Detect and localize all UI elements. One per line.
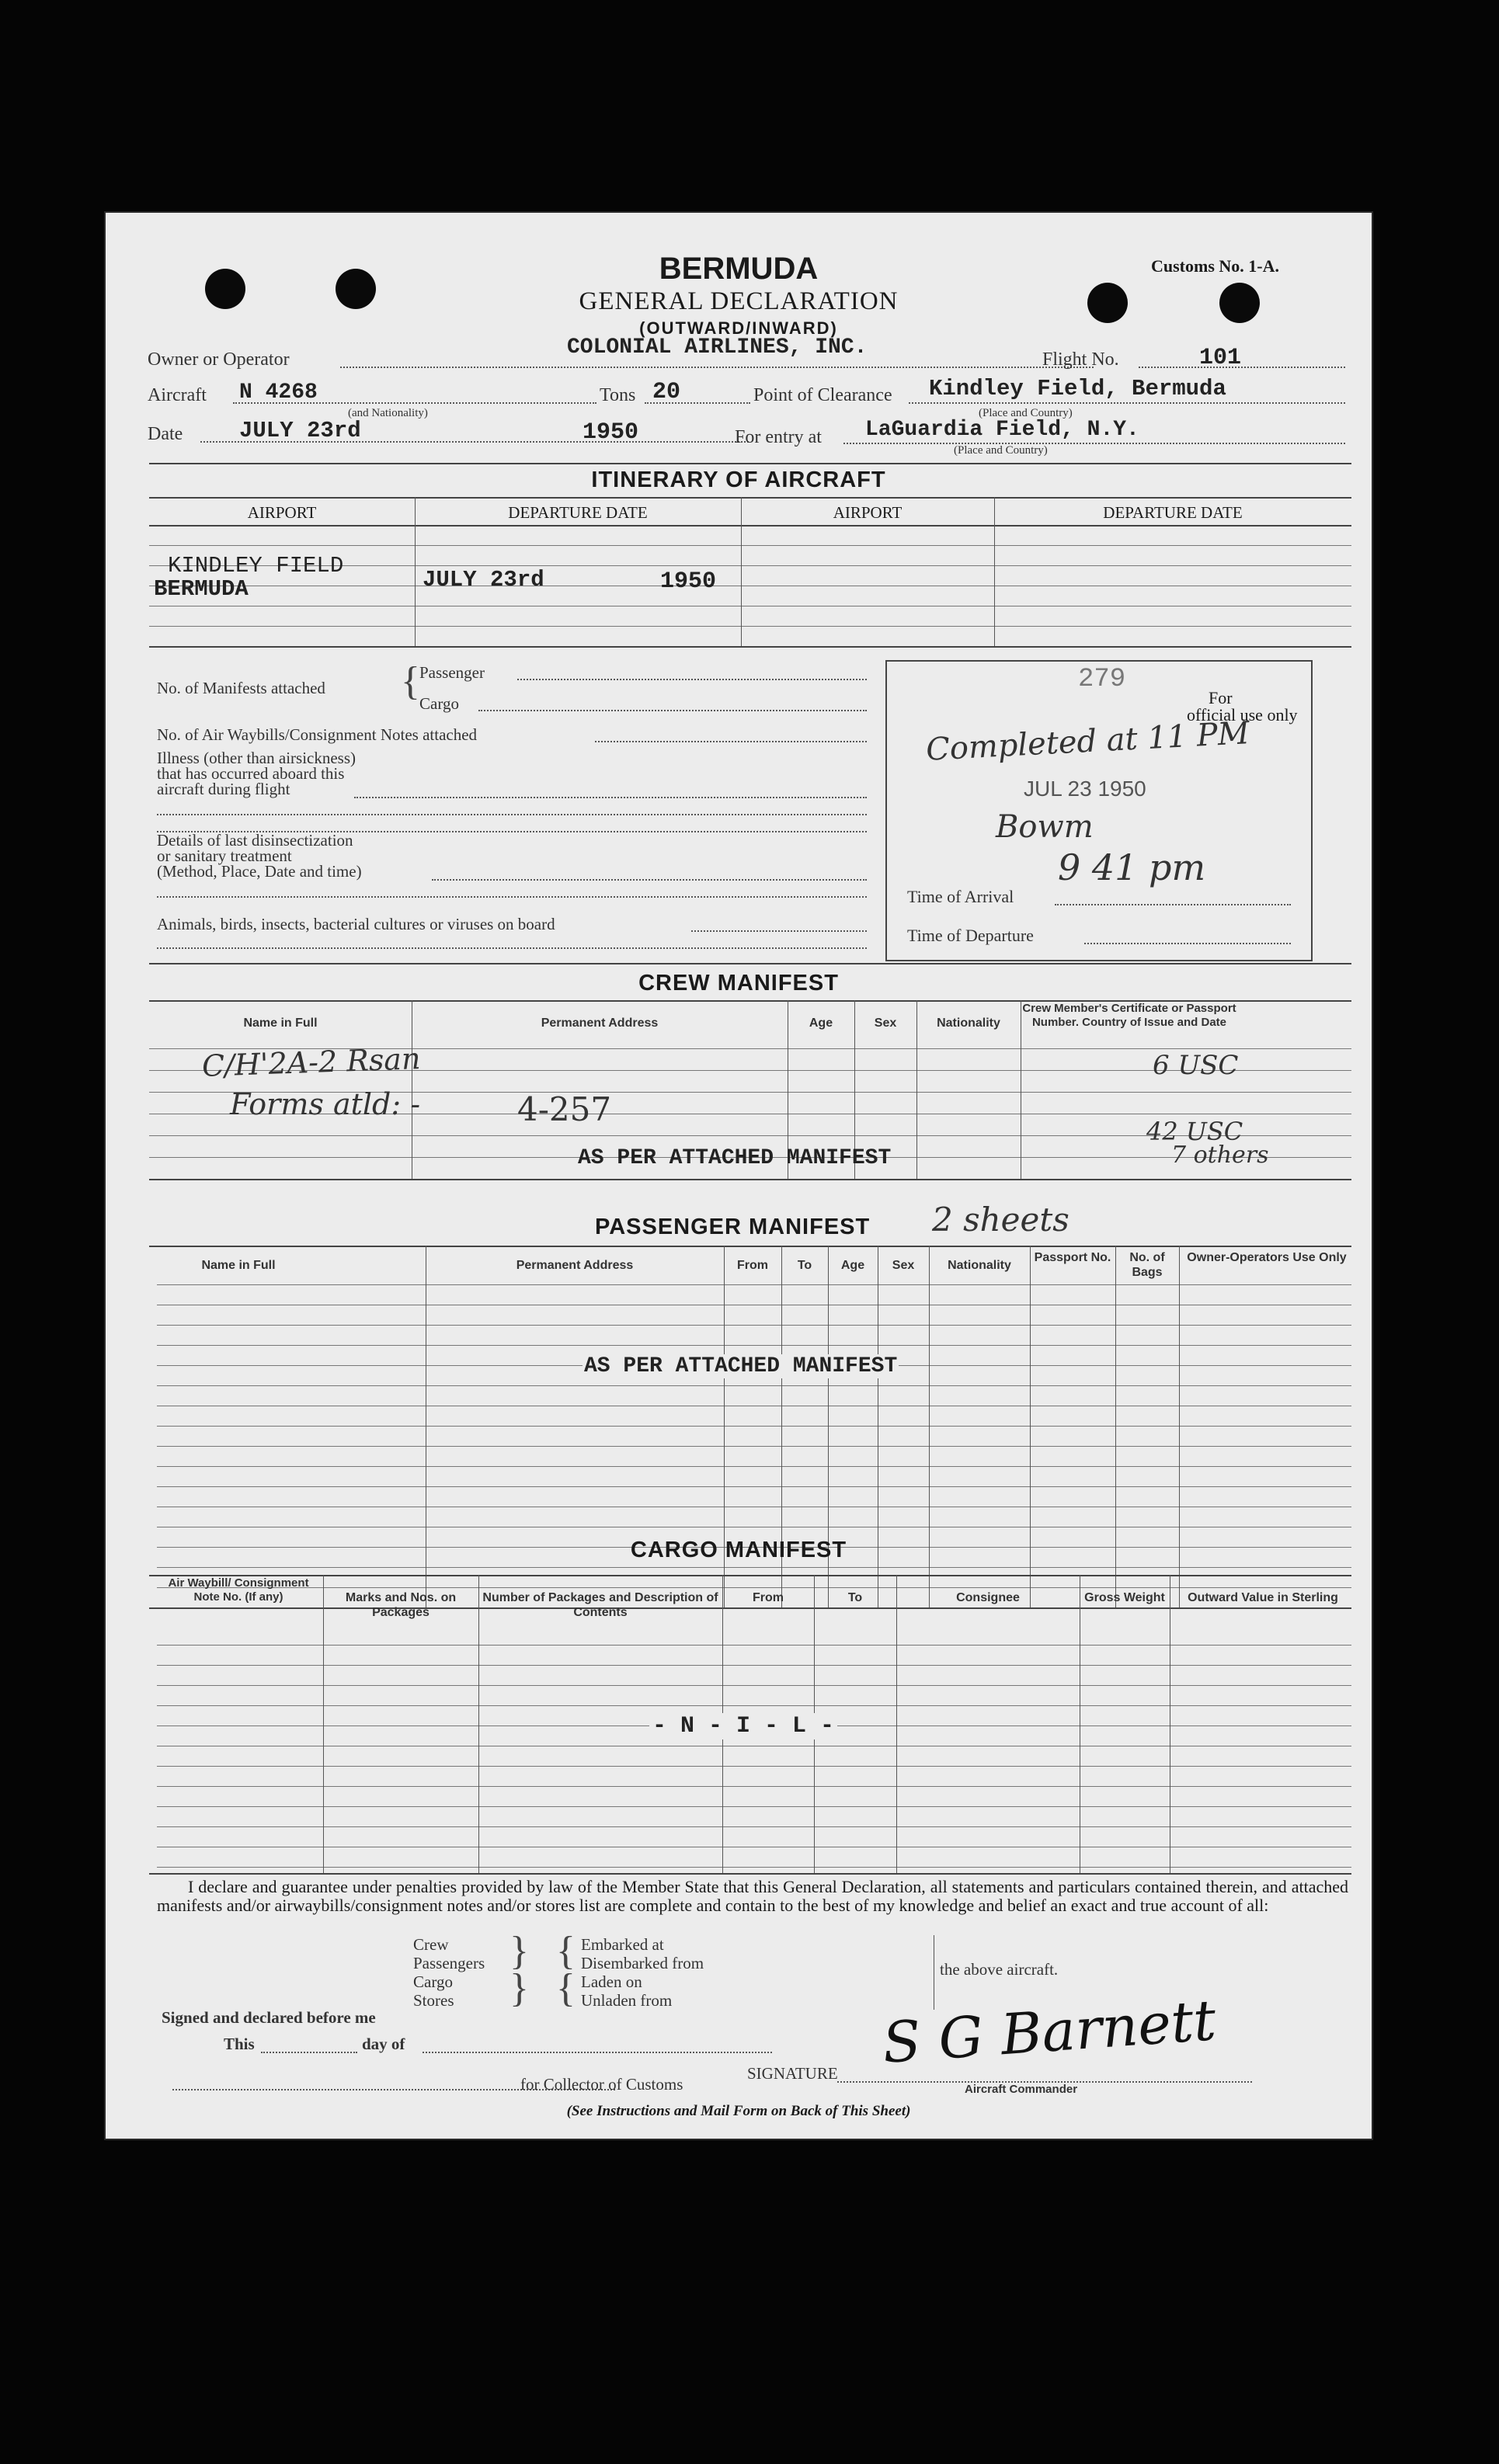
itinerary-col-departure-2: DEPARTURE DATE	[1103, 503, 1243, 522]
animals-label: Animals, birds, insects, bacterial cultures or viruses on board	[157, 915, 555, 933]
decl-laden: Laden on	[581, 1972, 642, 1991]
waybills-label: No. of Air Waybills/Consignment Notes attached	[157, 725, 478, 744]
cargo-col-packages: Number of Packages and Description of Contents	[482, 1591, 718, 1619]
pax-col-address: Permanent Address	[516, 1259, 634, 1272]
clearance-value: Kindley Field, Bermuda	[929, 376, 1226, 401]
aircraft-label: Aircraft	[148, 385, 207, 405]
crew-col-sex: Sex	[874, 1017, 897, 1030]
decl-collector: for Collector of Customs	[520, 2075, 683, 2094]
date-label: Date	[148, 424, 183, 444]
decl-disembarked: Disembarked from	[581, 1954, 704, 1972]
disinsect-label-3: (Method, Place, Date and time)	[157, 862, 362, 881]
year-value: 1950	[583, 419, 639, 446]
decl-signed: Signed and declared before me	[162, 2008, 376, 2027]
pax-col-bags: No. of Bags	[1129, 1251, 1165, 1279]
itinerary-col-airport-1: AIRPORT	[247, 503, 317, 522]
commander-label: Aircraft Commander	[965, 2083, 1078, 2096]
decl-embarked: Embarked at	[581, 1935, 664, 1954]
tons-label: Tons	[600, 385, 636, 405]
crew-per-manifest: AS PER ATTACHED MANIFEST	[578, 1146, 892, 1170]
crew-cert-2: 42 USC	[1146, 1117, 1243, 1146]
footer-note: (See Instructions and Mail Form on Back of This Sheet)	[566, 2103, 911, 2119]
pax-col-age: Age	[840, 1259, 865, 1272]
pax-col-nationality: Nationality	[948, 1259, 1011, 1272]
cargo-nil: - N - I - L -	[649, 1713, 837, 1739]
pax-col-from: From	[737, 1259, 768, 1272]
illness-label-1: Illness (other than airsickness)	[157, 749, 356, 767]
pax-col-name: Name in Full	[201, 1259, 276, 1272]
declaration-form: BERMUDA GENERAL DECLARATION (OUTWARD/INWARD) Customs No. 1-A. Owner or Operator COLONIAL AIRLINES, INC. Flight No. 101 Aircraft N 4268 (and Nationality) Tons 20 Point of Clearance Kindley Field, Bermuda (Place and Country) Date JULY 23rd 1950 For entry at LaGuardia Field, N.Y. (Place and Country) ITINERARY OF AIRCRAFT AIRPORT DEPARTURE DATE AIRPORT DEPARTURE DATE KINDLEY FIELD BERMUDA JULY 23rd 1950 No. of Manifests attached { Passenger Cargo No. of Air Waybills/Consignment Notes attached Illness (other than airsickness) that has occurred aboard this aircraft during flight Details of last disinsectization or sanitary treatment (Method, Place, Date and time) Animals, birds, insects, bacterial cultures or viruses on board 279 For official use only Completed at 11 PM JUL 23 1950 Bowm 9 41 pm Time of Arrival Time of Departure CREW MANIFEST Name in Full Permanent Address Age Sex Nationality Crew Member's Certificate or Passport Number. Country of Issue and Date C/H'2A-2 Rsan Forms atld: - 4-257 6 USC 42 USC 7 others AS PER ATTACHED MANIFEST PASSENGER MANIFEST 2 sheets Name in Full Permanent Address From To Age Sex Nationality Passport No. No. of Bags Owner-Operators Use Only AS PER ATTACHED MANIFEST CARGO MANIFEST Air Waybill/ Consignment Note No. (If any) Marks and Nos. on Packages Number of Packages and Description of Contents From To Consignee Gross Weight Outward Value in Sterling - N - I - L - I declare and guarantee under penalties provided by law of the Member State that this General Declaration, all statements and particulars contained therein, and attached manifests and/or airwaybills/consignment notes and/or stores list are complete and contain to the best of my knowledge and belief an exact and true account of all: Crew Passengers Cargo Stores } } { { Embarked at Disembarked from Laden on Unladen from the above aircraft. Signed and declared before me This day of for Collector of Customs SIGNATURE S G Barnett Aircraft Commander (See Instructions and Mail Form on Back of This Sheet)	[106, 213, 1372, 2139]
aircraft-sub: (and Nationality)	[348, 407, 428, 419]
form-direction: (OUTWARD/INWARD)	[639, 318, 838, 338]
crew-col-age: Age	[809, 1017, 833, 1030]
entry-sub: (Place and Country)	[954, 444, 1048, 457]
cargo-col-to: To	[847, 1591, 863, 1604]
crew-col-name: Name in Full	[243, 1017, 318, 1030]
clearance-label: Point of Clearance	[753, 385, 892, 405]
crew-note-2-value: 4-257	[517, 1090, 612, 1128]
pax-col-passport: Passport No.	[1034, 1251, 1111, 1264]
flight-label: Flight No.	[1042, 349, 1119, 370]
cargo-col-from: From	[753, 1591, 784, 1604]
crew-manifest-title: CREW MANIFEST	[638, 971, 839, 996]
passenger-manifest-title: PASSENGER MANIFEST	[595, 1215, 871, 1239]
official-stamp-number: 279	[1078, 665, 1126, 694]
arrival-label: Time of Arrival	[907, 887, 1014, 906]
official-label-1: For	[1209, 688, 1233, 707]
clearance-sub: (Place and Country)	[979, 407, 1073, 419]
decl-crew: Crew	[413, 1935, 449, 1954]
cargo-col-weight: Gross Weight	[1084, 1591, 1165, 1604]
owner-value: COLONIAL AIRLINES, INC.	[567, 335, 868, 360]
owner-label: Owner or Operator	[148, 349, 290, 370]
decl-unladen: Unladen from	[581, 1991, 673, 2010]
itinerary-airport-line2: BERMUDA	[154, 576, 249, 602]
signature-label: SIGNATURE	[747, 2064, 838, 2083]
crew-note-2: Forms atld: -	[230, 1087, 421, 1121]
entry-value: LaGuardia Field, N.Y.	[865, 418, 1139, 442]
decl-cargo: Cargo	[413, 1972, 453, 1991]
cargo-count-label: Cargo	[419, 694, 459, 713]
passenger-per-manifest: AS PER ATTACHED MANIFEST	[584, 1354, 898, 1378]
crew-col-address: Permanent Address	[541, 1017, 659, 1030]
crew-cert-3: 7 others	[1171, 1142, 1269, 1169]
itinerary-departure-year: 1950	[660, 568, 717, 595]
decl-day-of: day of	[362, 2035, 405, 2053]
crew-col-nationality: Nationality	[937, 1017, 1000, 1030]
official-use-box	[885, 660, 1313, 961]
cargo-manifest-title: CARGO MANIFEST	[630, 1538, 847, 1562]
pax-col-owner: Owner-Operators Use Only	[1187, 1251, 1347, 1264]
tons-value: 20	[652, 379, 681, 405]
itinerary-airport-line1: KINDLEY FIELD	[168, 553, 344, 579]
form-subtitle: GENERAL DECLARATION	[579, 287, 899, 315]
disinsect-label-1: Details of last disinsectization	[157, 831, 353, 850]
crew-note-1: C/H'2A-2 Rsan	[201, 1041, 422, 1083]
crew-col-certificate: Crew Member's Certificate or Passport Number. Country of Issue and Date	[1022, 1002, 1236, 1029]
declaration-text: I declare and guarantee under penalties provided by law of the Member State that this General Declaration, all statements and particulars contained therein, and attached manifests and/or airwaybills/consignment notes and/or stores list are complete and contain to the best of my knowledge and belief an exact and true account of all:	[157, 1877, 1348, 1915]
manifests-label: No. of Manifests attached	[157, 679, 325, 697]
pax-col-sex: Sex	[892, 1259, 915, 1272]
decl-this: This	[224, 2035, 255, 2053]
customs-number: Customs No. 1-A.	[1151, 256, 1279, 276]
itinerary-col-airport-2: AIRPORT	[833, 503, 903, 522]
flight-value: 101	[1199, 345, 1242, 371]
cargo-col-marks: Marks and Nos. on Packages	[345, 1591, 457, 1619]
itinerary-departure-date: JULY 23rd	[423, 567, 544, 593]
completed-note: Completed at 11 PM	[925, 715, 1250, 768]
commander-signature: S G Barnett	[880, 1987, 1219, 2076]
crew-cert-1: 6 USC	[1153, 1050, 1239, 1081]
disinsect-label-2: or sanitary treatment	[157, 846, 292, 865]
illness-label-2: that has occurred aboard this	[157, 764, 345, 783]
departure-time-label: Time of Departure	[907, 926, 1034, 945]
aircraft-value: N 4268	[239, 381, 318, 405]
illness-label-3: aircraft during flight	[157, 780, 290, 798]
cargo-col-waybill: Air Waybill/ Consignment Note No. (If any)	[168, 1576, 309, 1604]
decl-passengers: Passengers	[413, 1954, 485, 1972]
cargo-col-value: Outward Value in Sterling	[1188, 1591, 1338, 1604]
date-stamp: JUL 23 1950	[1024, 777, 1146, 801]
itinerary-title: ITINERARY OF AIRCRAFT	[591, 467, 886, 492]
pax-col-to: To	[797, 1259, 812, 1272]
date-value: JULY 23rd	[239, 418, 361, 443]
decl-stores: Stores	[413, 1991, 454, 2010]
form-title: BERMUDA	[659, 252, 819, 286]
official-initials: Bowm	[996, 809, 1094, 845]
itinerary-col-departure-1: DEPARTURE DATE	[508, 503, 648, 522]
passenger-count-label: Passenger	[419, 663, 485, 682]
decl-above-aircraft: the above aircraft.	[940, 1960, 1059, 1979]
passenger-sheets-note: 2 sheets	[932, 1201, 1069, 1239]
entry-label: For entry at	[735, 427, 822, 447]
arrival-time-value: 9 41 pm	[1058, 846, 1206, 888]
cargo-col-consignee: Consignee	[956, 1591, 1020, 1604]
official-label-2: official use only	[1187, 705, 1298, 725]
